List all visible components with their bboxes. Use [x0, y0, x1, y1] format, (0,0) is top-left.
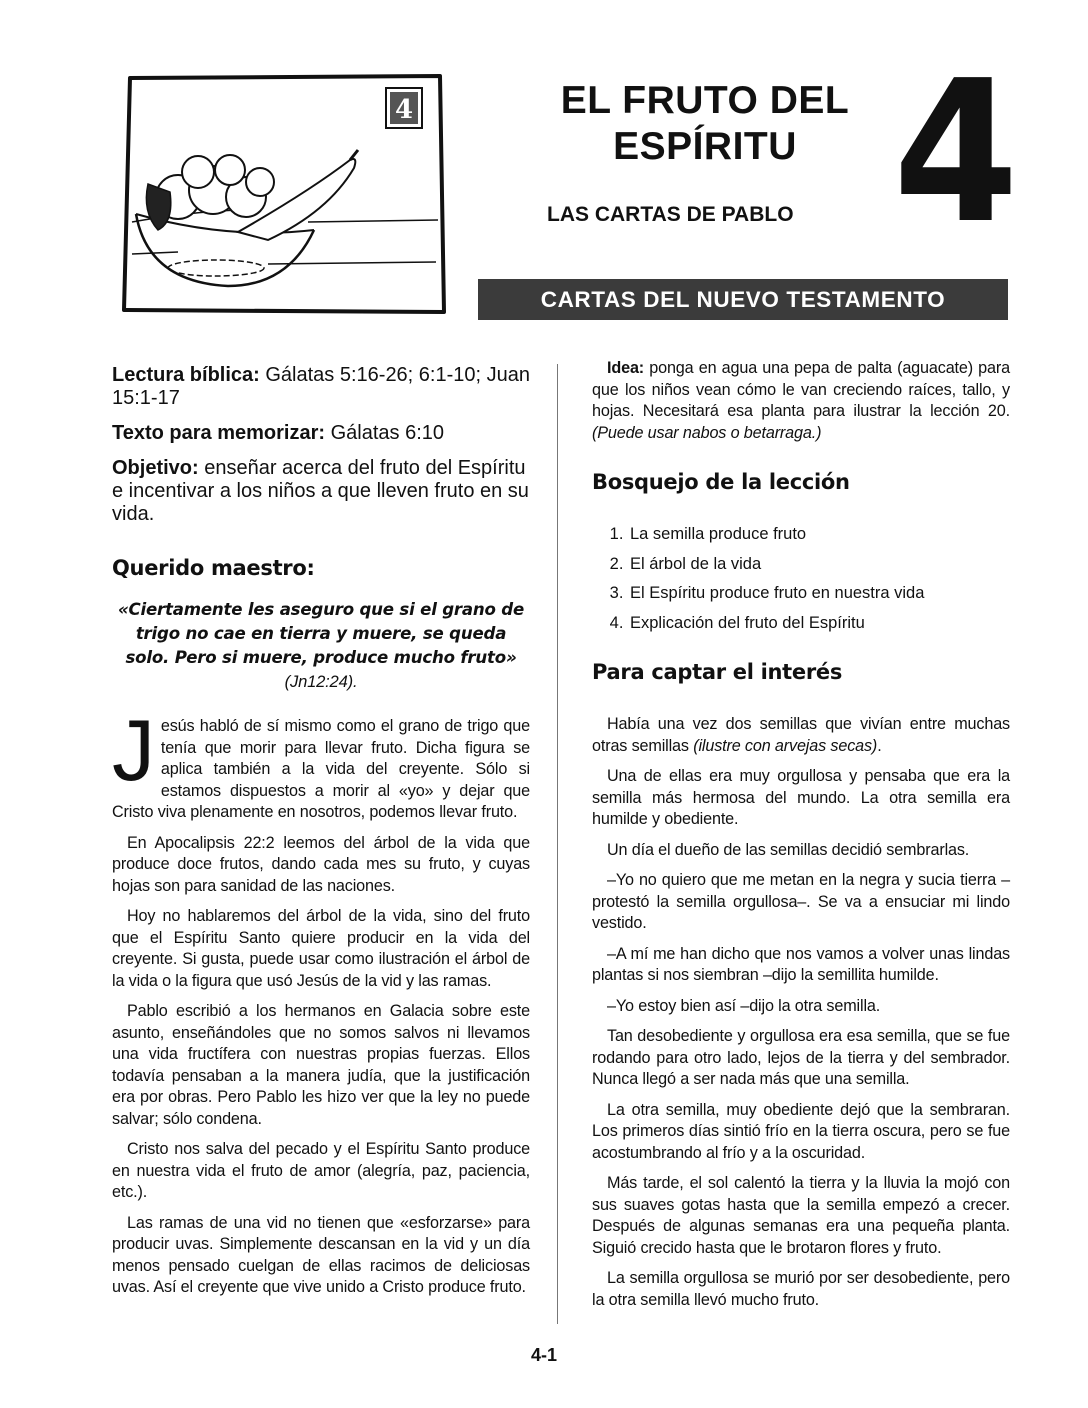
scripture-quote: [112, 598, 530, 694]
lesson-outline: [592, 520, 1010, 638]
querido-maestro-heading: Querido maestro:: [112, 556, 315, 580]
paragraph-6: Las ramas de una vid no tienen que «esforzarse» para producir uvas. Simplemente descansan en la vid y un día menos pensado cuelgan de ellas racimos de deliciosas uvas. Así el creyente que vive unido a Cristo produce fruto.: [112, 1213, 530, 1296]
story-paragraph-3: Un día el dueño de las semillas decidió sembrarlas.: [607, 840, 970, 859]
idea-text: ponga en agua una pepa de palta (aguacate) para que los niños vean cómo le van creciendo raíces, tallo, y hojas. Necesitará esa planta para ilustrar la lección 20.: [592, 359, 1010, 420]
lesson-badge-icon: [386, 88, 422, 128]
objetivo-text: enseñar acerca del fruto del Espíritu e incentivar a los niños a que lleven fruto en su vida.: [112, 457, 529, 525]
idea-italic: (Puede usar nabos o betarraga.): [592, 423, 822, 442]
paragraph-1: [112, 703, 530, 824]
title-line-2: ESPÍRITU: [613, 125, 797, 168]
idea-paragraph: [592, 358, 1010, 444]
texto-label: Texto para memorizar:: [112, 422, 326, 444]
right-column: [592, 358, 1010, 1320]
story-1-end: .: [877, 736, 882, 755]
quote-text: «Ciertamente les aseguro que si el grano de trigo no cae en tierra y muere, se queda solo. Pero si muere, produce mucho fruto»: [117, 600, 525, 667]
fruit-bowl-illustration: [118, 72, 448, 317]
story-paragraph-2: Una de ellas era muy orgullosa y pensaba que era la semilla más hermosa del mundo. La otra semilla era humilde y obediente.: [592, 767, 1010, 828]
story-paragraph-1: [592, 714, 1010, 757]
outline-item: 2. El árbol de la vida: [628, 550, 1010, 580]
page-number: 4-1: [530, 1345, 557, 1365]
idea-label: Idea:: [607, 359, 645, 377]
lesson-title: [520, 78, 890, 170]
outline-item: 1. La semilla produce fruto: [628, 520, 1010, 550]
story-paragraph-9: Más tarde, el sol calentó la tierra y la lluvia la mojó con sus suaves gotas hasta que la semilla empezó a crecer. Después de algunas semanas era una pequeña planta. Siguió crecido hasta que le brotaron flores y fruto.: [592, 1174, 1010, 1257]
column-divider: [557, 364, 558, 1324]
lesson-subtitle: LAS CARTAS DE PABLO: [547, 203, 794, 226]
paragraph-2: En Apocalipsis 22:2 leemos del árbol de la vida que produce doce frutos, dando cada mes su fruto, y cuyas hojas son para sanidad de las naciones.: [112, 833, 530, 895]
story-1-italic: (ilustre con arvejas secas): [693, 736, 878, 755]
quote-reference: (Jn12:24).: [284, 672, 358, 691]
lectura-text: Gálatas 5:16-26; 6:1-10; Juan 15:1-17: [112, 364, 530, 409]
paragraph-5: Cristo nos salva del pecado y el Espíritu Santo produce en nuestra vida el fruto de amor (alegría, paz, paciencia, etc.).: [112, 1140, 530, 1201]
drop-cap: J: [112, 703, 155, 799]
paragraph-1-text: esús habló de sí mismo como el grano de trigo que tenía que morir para llevar fruto. Dicha figura se aplica también a la vida del creyente. Sólo si estamos dispuestos a morir al «yo» y dejar que Cristo viva plenamente en nosotros, podemos llevar fruto.: [112, 717, 530, 821]
texto-text: Gálatas 6:10: [325, 422, 444, 444]
lectura-label: Lectura bíblica:: [112, 364, 260, 386]
paragraph-4: Pablo escribió a los hermanos en Galacia sobre este asunto, enseñándoles que no somos salvos ni llevamos una vida fructífera con nuestras propias fuerzas. Ellos todavía pensaban a la manera judía, que la justificación era por obras. Pero Pablo les hizo ver que la ley no puede salvar; sólo condena.: [112, 1002, 530, 1128]
title-line-1: EL FRUTO DEL: [560, 79, 850, 122]
story-paragraph-7: Tan desobediente y orgullosa era esa semilla, que se fue rodando para otro lado, lejos de la tierra y del sembrador. Nunca llegó a ser nada más que una semilla.: [592, 1027, 1010, 1088]
paragraph-3: Hoy no hablaremos del árbol de la vida, sino del fruto que el Espíritu Santo quiere producir en la vida del creyente. Si gusta, puede usar como ilustración el árbol de la vida o la figura que usó Jesús de la vid y las ramas.: [112, 907, 530, 990]
objetivo: [112, 457, 530, 526]
objetivo-label: Objetivo:: [112, 457, 199, 479]
interest-heading: Para captar el interés: [592, 660, 843, 684]
section-banner: CARTAS DEL NUEVO TESTAMENTO: [478, 279, 1008, 320]
lectura-biblica: [112, 364, 530, 410]
story-paragraph-4: –Yo no quiero que me metan en la negra y sucia tierra –protestó la semilla orgullosa–. Se va a ensuciar mi lindo vestido.: [592, 871, 1010, 932]
left-column: [112, 364, 530, 1308]
story-1-text: Había una vez dos semillas que vivían entre muchas otras semillas: [592, 715, 1010, 755]
story-paragraph-6: –Yo estoy bien así –dijo la otra semilla.: [607, 996, 881, 1015]
badge-number: 4: [394, 95, 414, 125]
story-paragraph-5: –A mí me han dicho que nos vamos a volver unas lindas plantas si nos siembran –dijo la semillita humilde.: [592, 944, 1010, 984]
lesson-number: 4: [893, 39, 1019, 267]
texto-memorizar: [112, 422, 530, 445]
outline-item: 3. El Espíritu produce fruto en nuestra vida: [628, 579, 1010, 609]
story-paragraph-8: La otra semilla, muy obediente dejó que la sembraran. Los primeros días sintió frío en la tierra oscura, pero se fue acostumbrando al frío y a la oscuridad.: [592, 1100, 1010, 1162]
outline-heading: Bosquejo de la lección: [592, 470, 850, 494]
outline-item: 4. Explicación del fruto del Espíritu: [628, 609, 1010, 639]
story-paragraph-10: La semilla orgullosa se murió por ser desobediente, pero la otra semilla llevó mucho fruto.: [592, 1269, 1010, 1309]
